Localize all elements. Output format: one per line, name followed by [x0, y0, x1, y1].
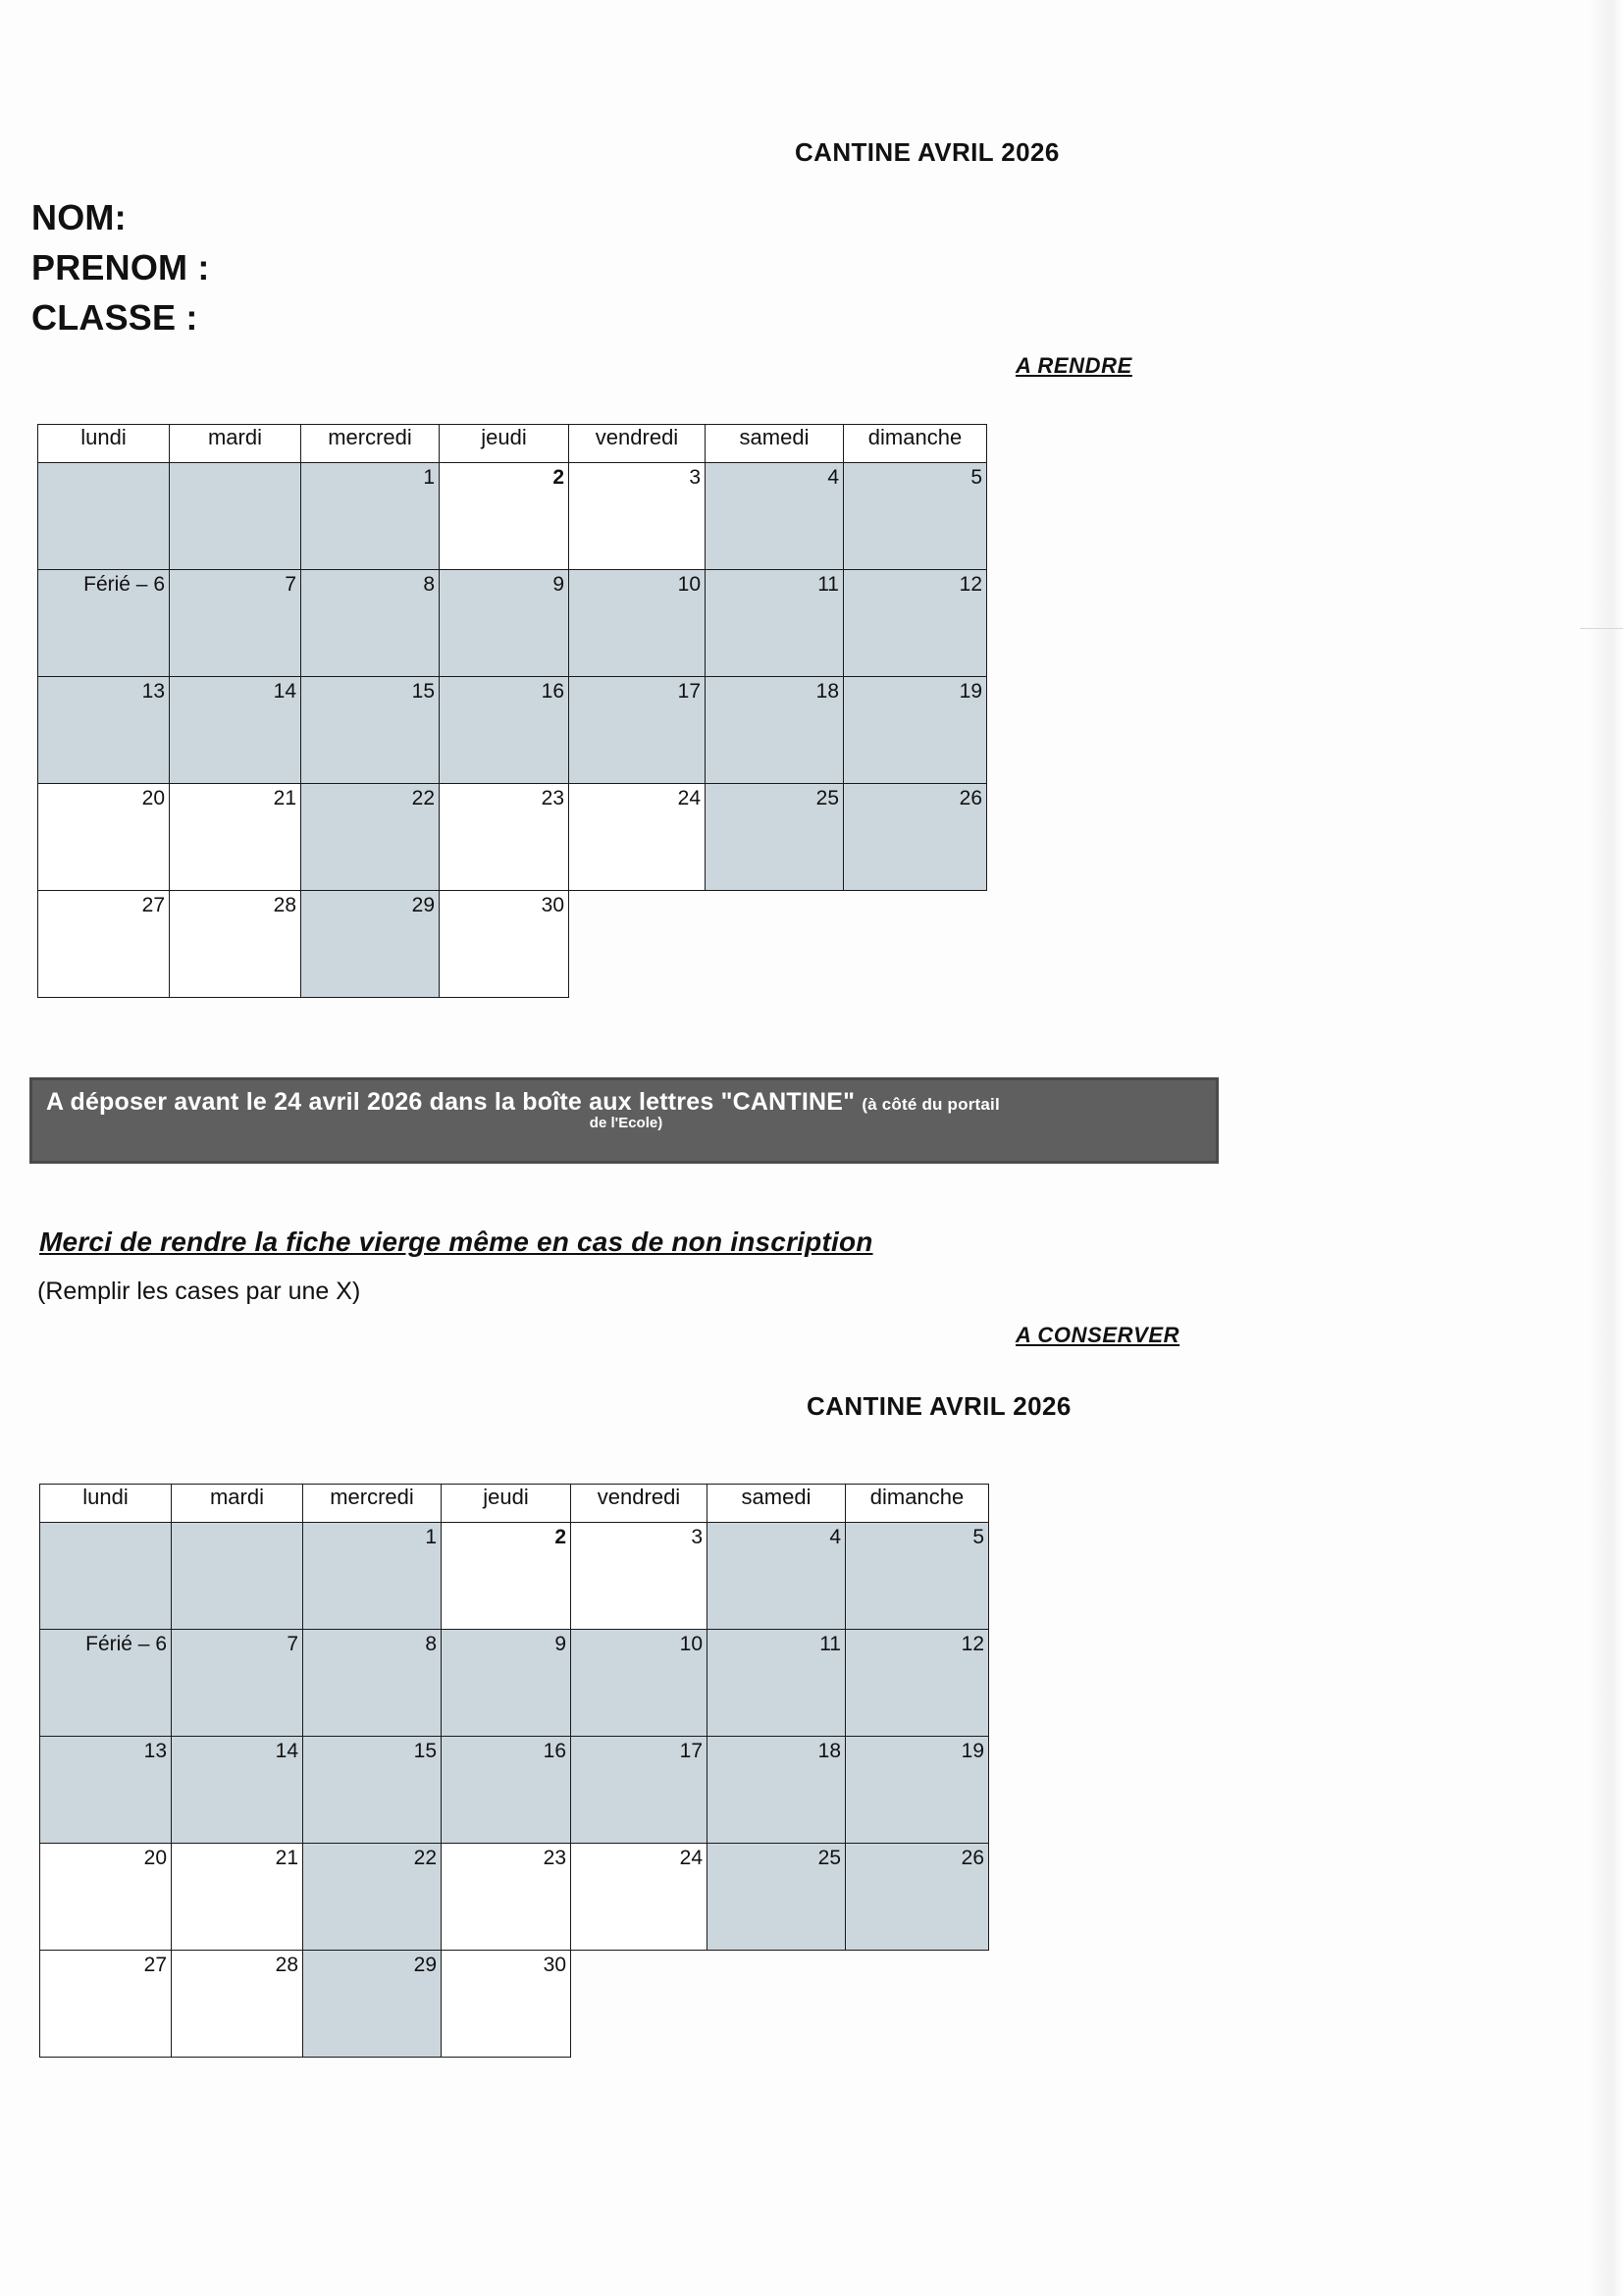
calendar-table-a-rendre[interactable]	[37, 424, 987, 998]
calendar-cell-day[interactable]	[844, 570, 987, 677]
calendar-day-number: 14	[275, 1740, 298, 1762]
calendar-day-number: 29	[411, 894, 435, 916]
calendar-cell-day[interactable]	[170, 677, 301, 784]
calendar-cell-day[interactable]	[440, 891, 569, 998]
calendar-day-number: 23	[543, 1847, 566, 1869]
calendar-cell-day[interactable]	[170, 463, 301, 570]
weekday-header-samedi: samedi	[706, 425, 844, 463]
calendar-cell-day[interactable]	[172, 1951, 303, 2058]
calendar-day-number: 4	[827, 466, 839, 489]
calendar-cell-day[interactable]	[846, 1844, 989, 1951]
calendar-day-number: 20	[143, 1847, 167, 1869]
calendar-day-number: 9	[552, 573, 564, 596]
calendar-day-number	[707, 1951, 846, 1955]
calendar-cell-day[interactable]	[301, 463, 440, 570]
calendar-day-number	[844, 891, 987, 895]
calendar-cell-day[interactable]	[569, 677, 706, 784]
calendar-day-number: 20	[141, 787, 165, 809]
calendar-day-number	[40, 1523, 171, 1527]
calendar-cell-day[interactable]	[172, 1630, 303, 1737]
calendar-day-number: 3	[691, 1526, 703, 1548]
calendar-day-number: 4	[829, 1526, 841, 1548]
calendar-day-number: 26	[961, 1847, 984, 1869]
calendar-cell-day[interactable]	[846, 1523, 989, 1630]
calendar-day-number: 24	[679, 1847, 703, 1869]
deposit-notice-main: A déposer avant le 24 avril 2026 dans la boîte aux lettres "CANTINE"	[46, 1088, 856, 1116]
calendar-cell-day[interactable]	[303, 1951, 442, 2058]
calendar-week-row	[40, 1951, 989, 2058]
deposit-notice-banner	[29, 1077, 1219, 1164]
calendar-cell-day[interactable]	[440, 463, 569, 570]
calendar-day-number: 30	[541, 894, 564, 916]
classe-label: CLASSE :	[31, 297, 198, 339]
calendar-cell-day[interactable]	[170, 891, 301, 998]
calendar-cell-day[interactable]	[844, 677, 987, 784]
calendar-header-row	[40, 1485, 989, 1523]
calendar-day-number	[706, 891, 844, 895]
calendar-cell-day[interactable]	[38, 677, 170, 784]
calendar-day-number: 24	[677, 787, 701, 809]
calendar-cell-day[interactable]	[303, 1737, 442, 1844]
calendar-week-row	[40, 1630, 989, 1737]
weekday-header-vendredi: vendredi	[571, 1485, 707, 1523]
calendar-day-number: Férié – 6	[85, 1633, 167, 1655]
calendar-week-row	[40, 1523, 989, 1630]
calendar-cell-day[interactable]	[571, 1737, 707, 1844]
calendar-week-row	[40, 1844, 989, 1951]
calendar-cell-day[interactable]	[303, 1523, 442, 1630]
calendar-cell-day[interactable]	[38, 784, 170, 891]
calendar-cell-day[interactable]	[440, 784, 569, 891]
calendar-cell-day[interactable]	[170, 784, 301, 891]
weekday-header-jeudi: jeudi	[440, 425, 569, 463]
calendar-cell-day[interactable]	[569, 570, 706, 677]
calendar-cell-day[interactable]	[40, 1630, 172, 1737]
calendar-cell-empty	[844, 891, 987, 998]
calendar-cell-day[interactable]	[571, 1844, 707, 1951]
calendar-cell-day[interactable]	[571, 1630, 707, 1737]
weekday-header-mardi: mardi	[172, 1485, 303, 1523]
calendar-cell-day[interactable]	[38, 891, 170, 998]
calendar-day-number: 12	[961, 1633, 984, 1655]
calendar-cell-empty	[706, 891, 844, 998]
calendar-day-number: 8	[425, 1633, 437, 1655]
calendar-cell-day[interactable]	[442, 1844, 571, 1951]
calendar-day-number: 25	[815, 787, 839, 809]
weekday-header-vendredi: vendredi	[569, 425, 706, 463]
calendar-cell-day[interactable]	[569, 784, 706, 891]
calendar-day-number	[846, 1951, 989, 1955]
calendar-day-number: 15	[413, 1740, 437, 1762]
calendar-table-a-conserver[interactable]	[39, 1484, 989, 2058]
calendar-day-number: 10	[679, 1633, 703, 1655]
calendar-day-number: 25	[817, 1847, 841, 1869]
calendar-cell-day[interactable]	[38, 570, 170, 677]
weekday-header-dimanche: dimanche	[844, 425, 987, 463]
calendar-day-number	[38, 463, 169, 467]
calendar-day-number	[571, 1951, 707, 1955]
calendar-day-number: 15	[411, 680, 435, 703]
deposit-notice-aside: (à côté du portail	[862, 1095, 1000, 1114]
calendar-week-row	[40, 1737, 989, 1844]
calendar-cell-day[interactable]	[442, 1523, 571, 1630]
calendar-day-number: 27	[141, 894, 165, 916]
calendar-cell-day[interactable]	[706, 463, 844, 570]
calendar-cell-day[interactable]	[301, 891, 440, 998]
calendar-day-number: 16	[543, 1740, 566, 1762]
weekday-header-samedi: samedi	[707, 1485, 846, 1523]
calendar-cell-day[interactable]	[40, 1523, 172, 1630]
calendar-cell-day[interactable]	[172, 1844, 303, 1951]
weekday-header-lundi: lundi	[40, 1485, 172, 1523]
calendar-header-row	[38, 425, 987, 463]
calendar-day-number: 2	[554, 1526, 566, 1548]
scan-line-artifact	[1580, 628, 1623, 629]
calendar-cell-day[interactable]	[707, 1523, 846, 1630]
weekday-header-lundi: lundi	[38, 425, 170, 463]
calendar-day-number: 3	[689, 466, 701, 489]
deposit-notice-line2: de l'Ecole)	[589, 1115, 663, 1131]
calendar-cell-day[interactable]	[706, 677, 844, 784]
calendar-week-row	[38, 463, 987, 570]
calendar-cell-day[interactable]	[38, 463, 170, 570]
a-rendre-label: A RENDRE	[1016, 353, 1132, 378]
prenom-label: PRENOM :	[31, 247, 210, 288]
calendar-cell-day[interactable]	[707, 1737, 846, 1844]
calendar-day-number: 12	[959, 573, 982, 596]
calendar-day-number: 10	[677, 573, 701, 596]
calendar-day-number: 19	[959, 680, 982, 703]
page-title-top: CANTINE AVRIL 2026	[795, 137, 1060, 167]
calendar-day-number: 28	[275, 1954, 298, 1976]
calendar-day-number: 1	[425, 1526, 437, 1548]
calendar-cell-day[interactable]	[440, 570, 569, 677]
calendar-body	[38, 463, 987, 998]
calendar-cell-day[interactable]	[440, 677, 569, 784]
page-title-bottom: CANTINE AVRIL 2026	[807, 1391, 1072, 1421]
calendar-day-number: 18	[815, 680, 839, 703]
calendar-day-number	[172, 1523, 302, 1527]
calendar-cell-day[interactable]	[40, 1844, 172, 1951]
calendar-day-number: 1	[423, 466, 435, 489]
calendar-day-number: Férié – 6	[83, 573, 165, 596]
calendar-cell-empty	[571, 1951, 707, 2058]
calendar-day-number: 26	[959, 787, 982, 809]
nom-label: NOM:	[31, 197, 127, 237]
calendar-cell-empty	[846, 1951, 989, 2058]
weekday-header-mercredi: mercredi	[303, 1485, 442, 1523]
calendar-day-number: 7	[287, 1633, 298, 1655]
calendar-cell-day[interactable]	[442, 1737, 571, 1844]
calendar-cell-day[interactable]	[40, 1951, 172, 2058]
calendar-cell-day[interactable]	[706, 570, 844, 677]
weekday-header-mardi: mardi	[170, 425, 301, 463]
weekday-header-mercredi: mercredi	[301, 425, 440, 463]
calendar-cell-day[interactable]	[442, 1951, 571, 2058]
calendar-cell-day[interactable]	[846, 1737, 989, 1844]
calendar-day-number: 22	[411, 787, 435, 809]
calendar-cell-day[interactable]	[303, 1844, 442, 1951]
calendar-week-row	[38, 891, 987, 998]
calendar-day-number: 17	[677, 680, 701, 703]
weekday-header-dimanche: dimanche	[846, 1485, 989, 1523]
merci-note: Merci de rendre la fiche vierge même en cas de non inscription	[39, 1226, 873, 1257]
calendar-cell-day[interactable]	[571, 1523, 707, 1630]
calendar-cell-day[interactable]	[172, 1523, 303, 1630]
calendar-cell-day[interactable]	[706, 784, 844, 891]
calendar-day-number: 16	[541, 680, 564, 703]
calendar-day-number: 13	[143, 1740, 167, 1762]
deposit-notice-line1	[46, 1088, 1206, 1117]
calendar-cell-day[interactable]	[40, 1737, 172, 1844]
calendar-body	[40, 1523, 989, 2058]
calendar-cell-day[interactable]	[301, 784, 440, 891]
calendar-day-number: 27	[143, 1954, 167, 1976]
calendar-cell-day[interactable]	[844, 784, 987, 891]
calendar-day-number: 22	[413, 1847, 437, 1869]
calendar-cell-day[interactable]	[170, 570, 301, 677]
calendar-cell-day[interactable]	[569, 463, 706, 570]
calendar-cell-day[interactable]	[301, 677, 440, 784]
identity-block	[31, 192, 210, 342]
calendar-day-number: 17	[679, 1740, 703, 1762]
calendar-day-number: 8	[423, 573, 435, 596]
calendar-day-number: 30	[543, 1954, 566, 1976]
calendar-cell-day[interactable]	[844, 463, 987, 570]
remplir-note: (Remplir les cases par une X)	[37, 1278, 361, 1305]
calendar-day-number: 28	[273, 894, 296, 916]
calendar-day-number: 23	[541, 787, 564, 809]
calendar-cell-day[interactable]	[172, 1737, 303, 1844]
calendar-week-row	[38, 570, 987, 677]
calendar-day-number: 18	[817, 1740, 841, 1762]
calendar-day-number	[170, 463, 300, 467]
calendar-week-row	[38, 784, 987, 891]
calendar-day-number: 11	[819, 1633, 841, 1655]
calendar-cell-empty	[707, 1951, 846, 2058]
calendar-cell-day[interactable]	[846, 1630, 989, 1737]
calendar-day-number: 21	[273, 787, 296, 809]
calendar-cell-day[interactable]	[707, 1844, 846, 1951]
calendar-day-number: 19	[961, 1740, 984, 1762]
calendar-day-number: 2	[552, 466, 564, 489]
calendar-cell-day[interactable]	[442, 1630, 571, 1737]
calendar-cell-day[interactable]	[707, 1630, 846, 1737]
calendar-day-number: 13	[141, 680, 165, 703]
scan-edge-artifact	[1588, 0, 1623, 2296]
calendar-day-number: 7	[285, 573, 296, 596]
calendar-day-number	[569, 891, 706, 895]
calendar-day-number: 9	[554, 1633, 566, 1655]
calendar-day-number: 14	[273, 680, 296, 703]
calendar-day-number: 5	[970, 466, 982, 489]
calendar-day-number: 29	[413, 1954, 437, 1976]
calendar-day-number: 5	[972, 1526, 984, 1548]
weekday-header-jeudi: jeudi	[442, 1485, 571, 1523]
calendar-cell-empty	[569, 891, 706, 998]
calendar-day-number: 11	[817, 573, 839, 596]
calendar-cell-day[interactable]	[303, 1630, 442, 1737]
calendar-week-row	[38, 677, 987, 784]
calendar-day-number: 21	[275, 1847, 298, 1869]
a-conserver-label: A CONSERVER	[1016, 1323, 1180, 1347]
calendar-cell-day[interactable]	[301, 570, 440, 677]
